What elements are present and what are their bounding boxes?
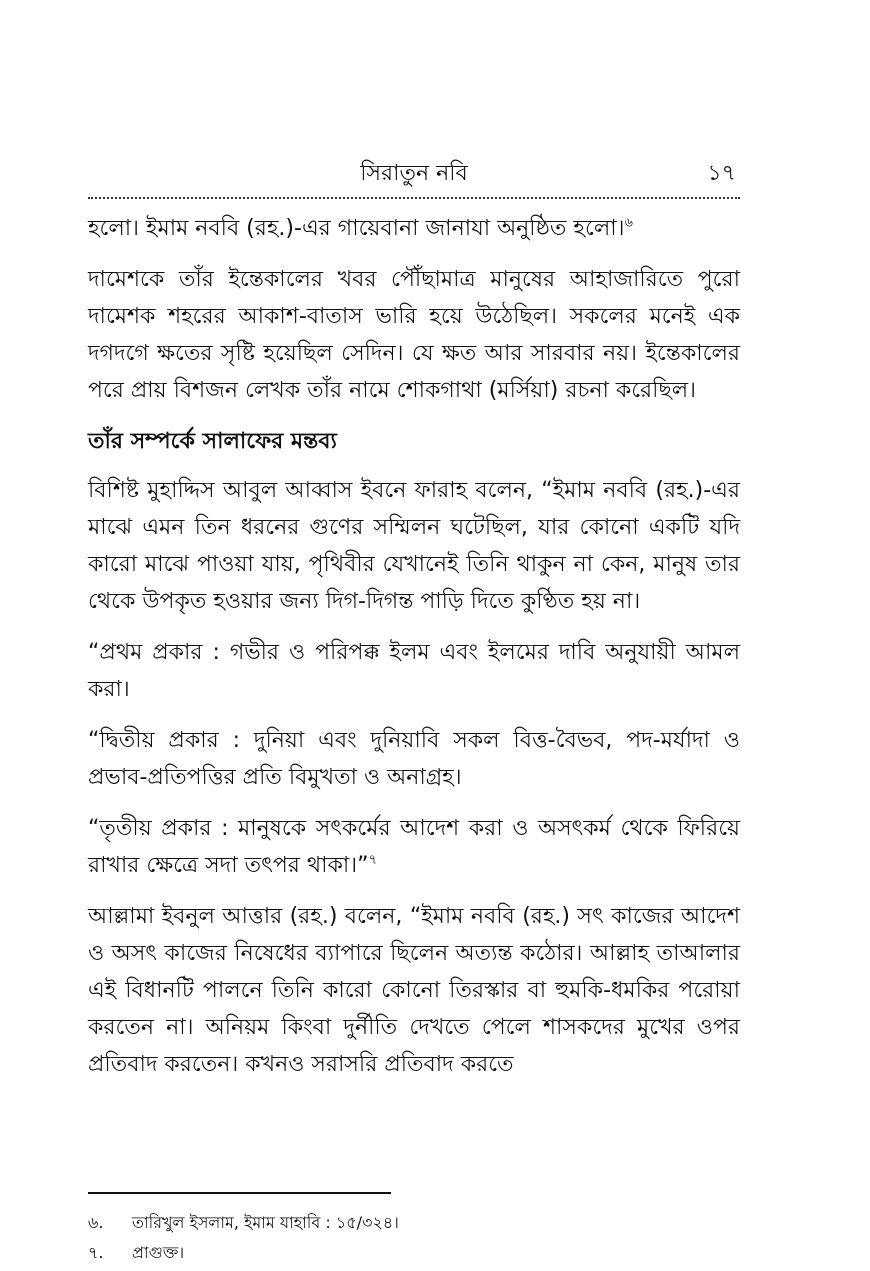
footnote-6 (88, 1208, 740, 1238)
header-dotted-rule (88, 197, 740, 199)
section-paragraph-3: “দ্বিতীয় প্রকার : দুনিয়া এবং দুনিয়াবি সকল বিত্ত-বৈভব, পদ-মর্যাদা ও প্রভাব-প্রতিপত্তির প্রতি বিমুখতা ও অনাগ্রহ। (88, 728, 740, 790)
section-paragraph-1: বিশিষ্ট মুহাদ্দিস আবুল আব্বাস ইবনে ফারাহ বলেন, “ইমাম নববি (রহ.)-এর মাঝে এমন তিন ধরনের গুণের সম্মিলন ঘটেছিল, যার কোনো একটি যদি কারো মাঝে পাওয়া যায়, পৃথিবীর যেখানেই তিনি থাকুন না কেন, মানুষ তার থেকে উপকৃত হওয়ার জন্য দিগ-দিগন্ত পাড়ি দিতে কুণ্ঠিত হয় না। (88, 478, 740, 614)
paragraph-1-text: হলো। ইমাম নববি (রহ.)-এর গায়েবানা জানাযা অনুষ্ঠিত হলো। (88, 216, 625, 241)
footnote-marker-7: ৭ (368, 852, 378, 868)
section-paragraph-2: “প্রথম প্রকার : গভীর ও পরিপক্ক ইলম এবং ইলমের দাবি অনুযায়ী আমল করা। (88, 640, 740, 702)
section-paragraph-5: আল্লামা ইবনুল আত্তার (রহ.) বলেন, “ইমাম নববি (রহ.) সৎ কাজের আদেশ ও অসৎ কাজের নিষেধের ব্যাপারে ছিলেন অত্যন্ত কঠোর। আল্লাহ তাআলার এই বিধানটি পালনে তিনি কারো কোনো তিরস্কার বা হুমকি-ধমকির পরোয়া করতেন না। অনিয়ম কিংবা দুর্নীতি দেখতে পেলে শাসকদের মুখের ওপর প্রতিবাদ করতেন। কখনও সরাসরি প্রতিবাদ করতে (88, 904, 740, 1077)
page-header (88, 158, 740, 190)
paragraph-1 (88, 210, 740, 247)
footnote-text: তারিখুল ইসলাম, ইমাম যাহাবি : ১৫/৩২৪। (132, 1213, 399, 1232)
footnotes (88, 1208, 740, 1268)
body-text (88, 210, 740, 1097)
page-number: ১৭ (707, 161, 736, 186)
running-title: সিরাতুন নবি (360, 161, 468, 186)
footnote-marker-6: ৬ (624, 215, 633, 231)
section-heading: তাঁর সম্পর্কে সালাফের মন্তব্য (88, 429, 337, 454)
section-paragraph-4 (88, 810, 740, 884)
footnote-rule (88, 1192, 391, 1194)
footnote-number: ৭. (88, 1243, 104, 1262)
section-paragraph-4-text: “তৃতীয় প্রকার : মানুষকে সৎকর্মের আদেশ করা ও অসৎকর্ম থেকে ফিরিয়ে রাখার ক্ষেত্রে সদা তৎপর থাকা।” (88, 816, 740, 878)
footnote-number: ৬. (88, 1213, 104, 1232)
footnote-text: প্রাগুক্ত। (132, 1243, 185, 1262)
paragraph-2: দামেশকে তাঁর ইন্তেকালের খবর পৌঁছামাত্র মানুষের আহাজারিতে পুরো দামেশক শহরের আকাশ-বাতাস ভারি হয়ে উঠেছিল। সকলের মনেই এক দগদগে ক্ষতের সৃষ্টি হয়েছিল সেদিন। যে ক্ষত আর সারবার নয়। ইন্তেকালের পরে প্রায় বিশজন লেখক তাঁর নামে শোকগাথা (মর্সিয়া) রচনা করেছিল। (88, 267, 740, 403)
footnote-7 (88, 1238, 740, 1268)
